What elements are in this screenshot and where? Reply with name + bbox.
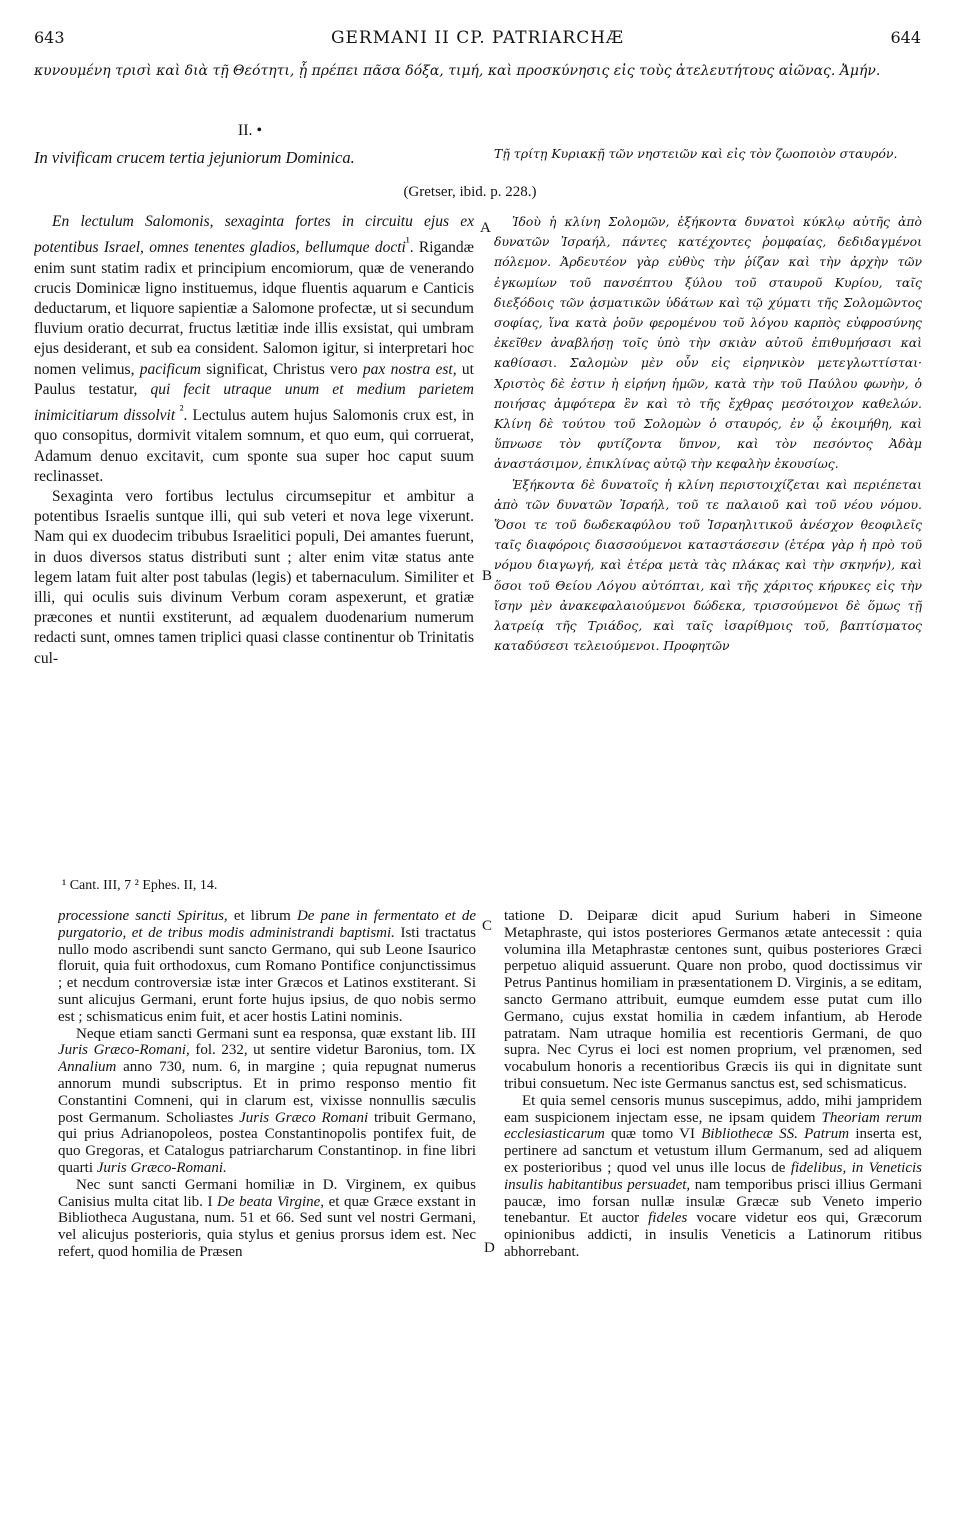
- lower-left-paragraph-3: Nec sunt sancti Germani homiliæ in D. Virginem, ex quibus Canisius multa citat lib. I De beata Virgine, et quæ Græce exstant in Bibliotheca Augustana, num. 51 et 66. Sed sunt vel nostri Germani, vel alicujus posterioris, quia stylus et genius prorsus idem est. Nec refert, quod homilia de Præsen: [58, 1176, 476, 1260]
- latin-paragraph-1: En lectulum Salomonis, sexaginta fortes in circuitu ejus ex potentibus Israel, omnes tenentes gladios, bellumque docti$^{^1}$. Rigandæ enim sunt statim radix et principium encomiorum, quæ de venerando crucis Dominicæ ligno instituemus, idque fluentis aquarum e Canticis deductarum, et liquore sapientiæ a Salomone profectæ, ut si secundum fluvium oratio decurrat, fructus lætitiæ inde illis exsistat, qui umbram ejus desiderant, et sub ea consident. Salomon igitur, si interpretari hoc nomen velimus, pacificum significat, Christus vero pax nostra est, ut Paulus testatur, qui fecit utraque unum et medium parietem inimicitiarum dissolvit $^{^2}$. Lectulus autem hujus Salomonis crux est, in quo consopitus, dormivit vitalem somnum, et quo eum, qui corruerat, Adamum denuo excitavit, cum sponte sua super hoc caput suum reclinasset.: [34, 213, 474, 485]
- source-citation: (Gretser, ibid. p. 228.): [403, 184, 537, 200]
- left-page-number: 643: [34, 28, 65, 47]
- footnote-mark-1: ¹: [405, 234, 410, 250]
- latin-heading: In vivificam crucem tertia jejuniorum Dominica.: [34, 148, 355, 167]
- margin-letter-d: D: [484, 1240, 495, 1256]
- section-number: II. •: [237, 122, 263, 139]
- lower-left-column: [58, 908, 476, 1522]
- footnote-mark-2: ²: [175, 401, 184, 417]
- lectulum-quote: En lectulum Salomonis, sexaginta fortes in circuitu ejus ex potentibus Israel, omnes tenentes gladios, bellumque docti: [34, 213, 474, 257]
- greek-column: [494, 212, 922, 867]
- running-title: GERMANI II CP. PATRIARCHÆ: [330, 28, 625, 48]
- greek-heading: Τῇ τρίτῃ Κυριακῇ τῶν νηστειῶν καὶ εἰς τὸν ζωοποιὸν σταυρόν.: [494, 146, 898, 161]
- right-page-number: 644: [890, 28, 921, 47]
- lower-right-paragraph-2: Et quia semel censoris munus suscepimus, addo, mihi jampridem eam suspicionem injectam esse, ne ipsam quidem Theoriam rerum ecclesiasticarum quæ tomo VI Bibliothecæ SS. Patrum inserta est, pertinere ad sanctum et vetustum illum Germanum, sed ad aliquem ex posterioribus ; quod vel unus ille locus de fidelibus, in Veneticis insulis habitantibus persuadet, nam temporibus prisci illius Germani paucæ, imo forsan nullæ insulæ Græcæ sub Veneto imperio tenebantur. Et auctor fideles vocare videtur eos qui, Græcorum opinionibus addicti, in insulis Veneticis a Latinorum ritibus abhorrebant.: [504, 1092, 922, 1260]
- lower-left-paragraph-2: Neque etiam sancti Germani sunt ea responsa, quæ exstant lib. III Juris Græco-Romani, fol. 232, ut sentire videtur Baronius, tom. IX Annalium anno 730, num. 6, in margine ; quia repugnat numerus annorum mundi subscriptus. Et in primo responso mentio fit Constantini Comneni, qui in clarum est, vixisse nonnullis sæculis post Germanum. Scholiastes Juris Græco Romani tribuit Germano, qui prius Adrianopoleos, postea Constantinopolis pontifex fuit, de quo Gregoras, et Catalogus patriarcharum Constantinop. in fine libri quarti Juris Græco-Romani.: [58, 1025, 476, 1176]
- margin-letter-a: A: [480, 220, 491, 236]
- top-greek-continuation: κυνουμένη τρισὶ καὶ διὰ τῇ Θεότητι, ᾗ πρέπει πᾶσα δόξα, τιμή, καὶ προσκύνησις εἰς τοὺς ἀτελευτήτους αἰῶνας. Ἀμήν.: [34, 63, 881, 79]
- margin-letter-c: C: [482, 918, 493, 934]
- running-header: [34, 28, 921, 52]
- greek-paragraph-2: Ἑξήκοντα δὲ δυνατοῖς ἡ κλίνη περιστοιχίζεται καὶ περιέπεται ἀπὸ τῶν δυνατῶν Ἰσραήλ, τοῦ τε παλαιοῦ καὶ τοῦ νέου νόμου. Ὅσοι τε τοῦ δωδεκαφύλου τοῦ Ἰσραηλιτικοῦ ἀνέσχον θεοφιλεῖς ταῖς διαφόροις διασσούμενοι καταστάσεσιν (ἑτέρα γὰρ ἡ πρὸ τοῦ νόμου διαγωγή, καὶ ἑτέρα μετὰ τὰς πλάκας καὶ τὴν σκηνήν), καὶ ὅσοι τοῦ Θείου Λόγου αὐτόπται, καὶ τῆς χάριτος κήρυκες εἰς τὴν ἴσην μὲν ἀνακεφαλαιούμενοι δώδεκα, τρισσούμενοι δὲ ὅμως τῇ λατρείᾳ τῆς Τριάδος, καὶ ταῖς ἰσαρίθμοις τοῦ, βαπτίσματος καταδύσεσι τελειούμενοι. Προφητῶν: [494, 476, 922, 654]
- greek-paragraph-1: Ἰδοὺ ἡ κλίνη Σολομῶν, ἑξήκοντα δυνατοὶ κύκλῳ αὐτῆς ἀπὸ δυνατῶν Ἰσραήλ, πάντες κατέχοντες ῥομφαίας, δεδιδαγμένοι πόλεμον. Ἀρδευτέον γὰρ εὐθὺς τὴν ῥίζαν καὶ τὴν ἀρχὴν τῶν ἐγκωμίων τοῦ πανσέπτου ξύλου τοῦ σταυροῦ Κυρίου, ταῖς διεξόδοις τῶν ᾀσματικῶν ὑδάτων καὶ τῷ χύματι τῆς Σολομῶντος σοφίας, ἵνα κατὰ ῥοῦν φερομένου τοῦ λόγου καρπὸς εὐφροσύνης ἐκεῖθεν ἀναβλήσῃ τοῖς ὑπὸ τὴν σκιὰν αὐτοῦ ἐπιθυμήσασι καὶ καθίσασι. Σαλομὼν μὲν οὖν εἰς εἰρηνικὸν μετεγλωττίσται· Χριστὸς δὲ ἐστιν ἡ εἰρήνη ἡμῶν, κατὰ τὴν τοῦ Παύλου φωνὴν, ὁ ποιήσας ἀμφότερα ἓν καὶ τὸ τῆς ἔχθρας μεσότοιχον καθελών. Κλίνη δὲ τούτου τοῦ Σολομὼν ὁ σταυρός, ἐν ᾧ ἐκοιμήθη, καὶ ὕπνωσε τὸν φυτίζοντα ὕπνον, καὶ τὸν πεσόντος Ἀδὰμ ἀναστάσιμον, ἐπικλίνας αὐτῷ τὴν κεφαλὴν ἑκουσίως.: [494, 214, 922, 472]
- lower-right-column: [504, 908, 922, 1522]
- lower-right-paragraph-1: tatione D. Deiparæ dicit apud Surium haberi in Simeone Metaphraste, qui istos posteriores Germanos ætate antecessit : quia volumina illa Metaphrastæ centones sunt, quibus posteriores Græci perpetuo aliquid assuerunt. Quare non probo, quod doctissimus vir Petrus Pantinus homiliam in præsentationem D. Virginis, a se editam, sancto Germano attribuit, eumque eumdem esse putat cum illo Germano, cujus exstat homilia in cædem infantium, ab Herode patratam. Nam utraque homilia est recentioris Germani, de quo supra. Nec Cyrus ei loci est nomen proprium, vel prænomen, sed vocabulum honoris a recentioribus Græcis iis qui in dignitate sunt tribui consuetum. Nec iste Germanus sanctus est, sed schismaticus.: [504, 908, 922, 1092]
- footnotes: ¹ Cant. III, 7 ² Ephes. II, 14.: [62, 878, 218, 893]
- margin-letter-b: B: [482, 568, 493, 584]
- lower-left-paragraph-1: processione sancti Spiritus, et librum De pane in fermentato et de purgatorio, et de tribus modis administrandi baptismi. Isti tractatus nullo modo ascribendi sunt sancto Germano, qui sub Leone Isaurico floruit, quia fuit orthodoxus, cum Romano Pontifice conjunctissimus ; et necdum controversiæ istæ inter Græcos et Latinos exstiterant. Si sunt alicujus Germani, erunt forte hujus ipsius, de quo nobis sermo est ; schismaticus enim fuit, et acer hostis Latini nominis.: [58, 908, 476, 1025]
- latin-column: [34, 212, 474, 867]
- latin-paragraph-2: Sexaginta vero fortibus lectulus circumsepitur et ambitur a potentibus Israelis suntque illi, qui sub veteri et nova lege vixerunt. Nam qui ex duodecim tribubus Israelitici populi, Dei amantes fuerunt, in duos diversos status distributi sunt ; alter enim vitæ status ante legem latam fuit alter post tabulas (legis) et tabernaculum. Similiter et illi, qui oculis suis divinum Verbum coram aspexerunt, et gratiæ præcones et nuntii exstiterunt, ad æqualem duodenarium numerum redacti sunt, omnes tamen triplici quasi classe continentur ob Trinitatis cul-: [34, 487, 474, 667]
